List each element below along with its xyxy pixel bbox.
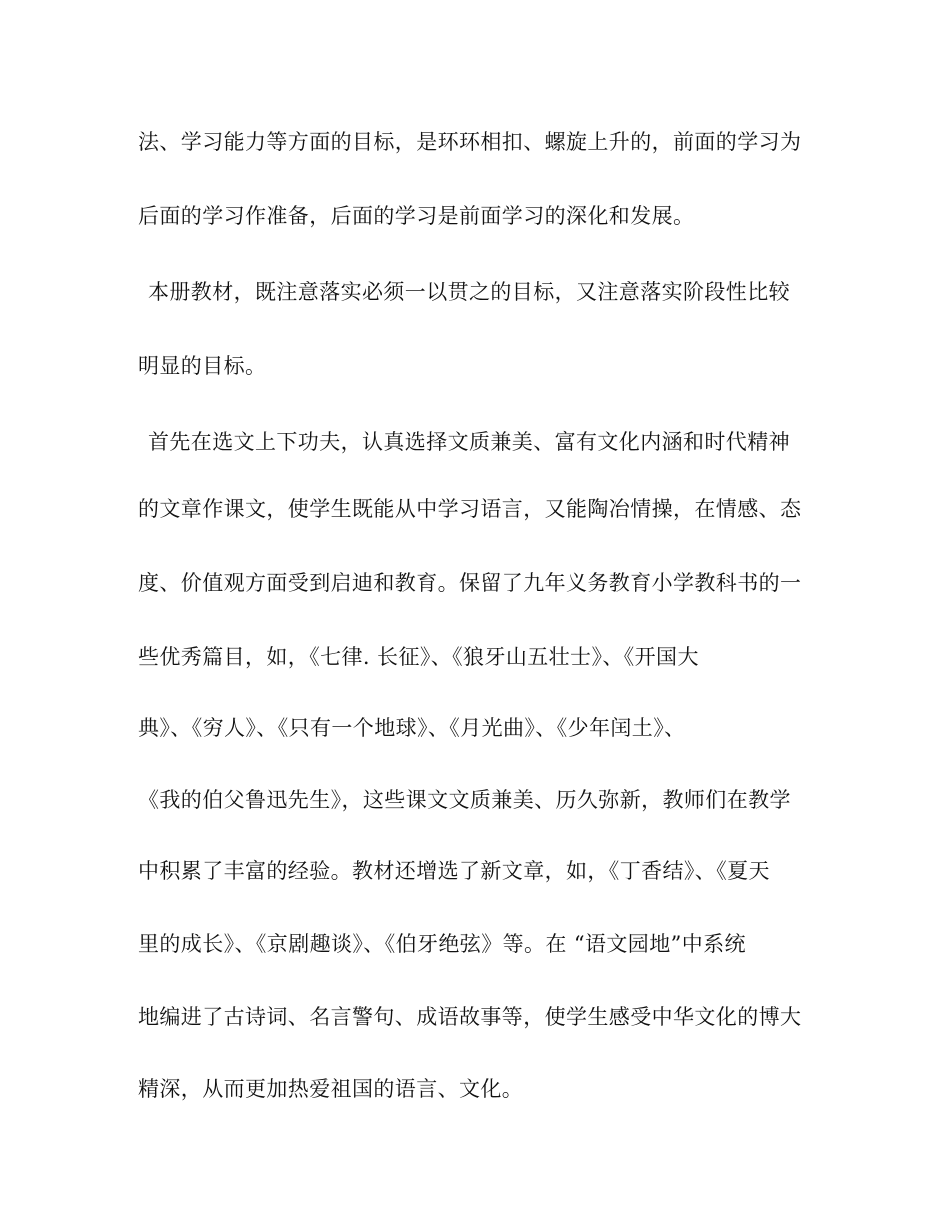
text-line: 后面的学习作准备，后面的学习是前面学习的深化和发展。 [138,204,695,228]
paragraph-start-line: 首先在选文上下功夫，认真选择文质兼美、富有文化内涵和时代精神 [148,430,790,454]
text-line: 里的成长》、《京剧趣谈》、《伯牙绝弦》等。在 “语文园地”中系统 [138,932,746,956]
paragraph-start-line: 本册教材，既注意落实必须一以贯之的目标，又注意落实阶段性比较 [148,280,790,304]
text-line: 《我的伯父鲁迅先生》，这些课文文质兼美、历久弥新，教师们在教学 [138,788,791,812]
text-line: 地编进了古诗词、名言警句、成语故事等，使学生感受中华文化的博大 [138,1005,802,1029]
text-line: 法、学习能力等方面的目标，是环环相扣、螺旋上升的，前面的学习为 [138,130,802,154]
text-line: 些优秀篇目，如，《七律. 长征》、《狼牙山五壮士》、《开国大 [138,645,699,669]
text-line: 的文章作课文，使学生既能从中学习语言，又能陶冶情操，在情感、态 [138,497,802,521]
text-line: 精深，从而更加热爱祖国的语言、文化。 [138,1077,524,1101]
text-line: 明显的目标。 [138,354,267,378]
text-line: 中积累了丰富的经验。教材还增选了新文章，如，《丁香结》、《夏天 [138,859,770,883]
text-line: 典》、《穷人》、《只有一个地球》、《月光曲》、《少年闰土》、 [138,716,686,740]
text-line: 度、价值观方面受到启迪和教育。保留了九年义务教育小学教科书的一 [138,571,802,595]
